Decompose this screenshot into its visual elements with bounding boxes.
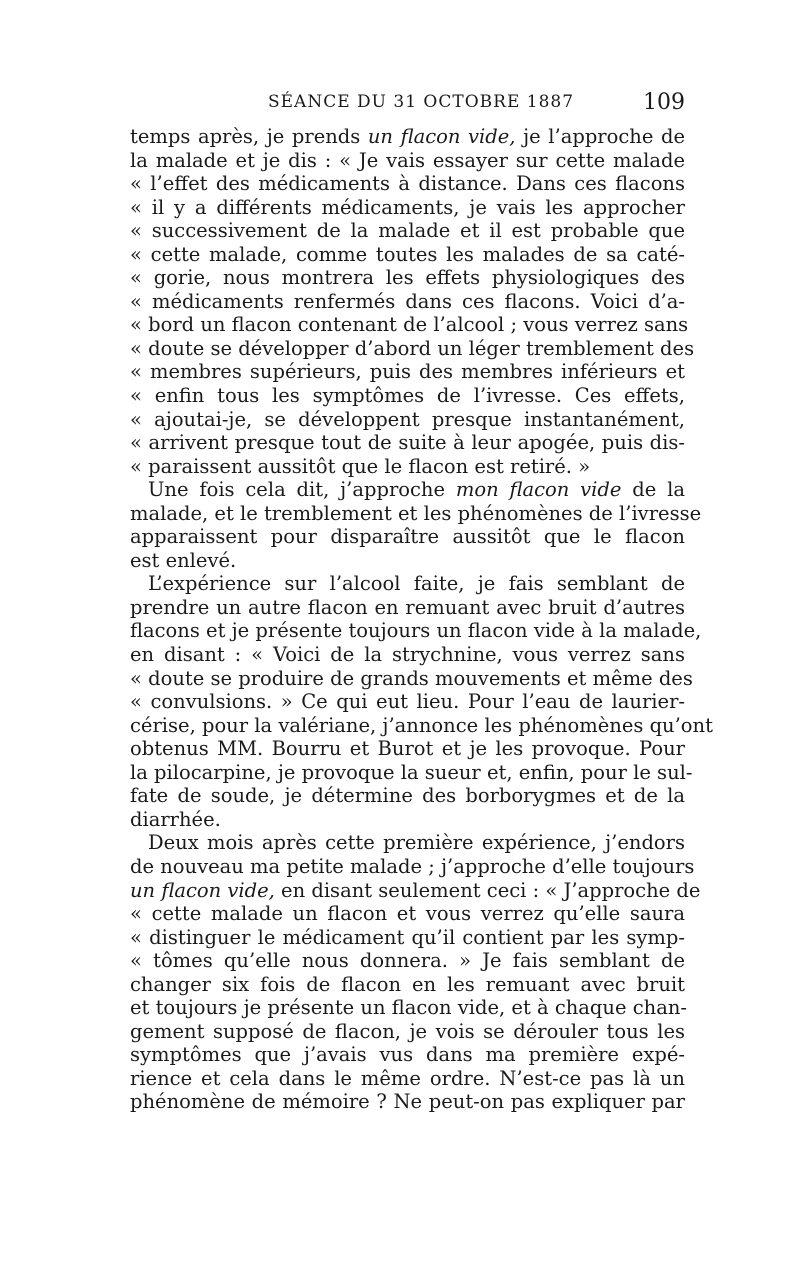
italic-text: mon flacon vide — [455, 478, 622, 502]
text-segment: obtenus MM. Bourru et Burot et je les provoque. Pour — [130, 737, 685, 761]
text-line — [130, 266, 685, 290]
text-line — [130, 596, 685, 620]
text-segment: « bord un flacon contenant de l’alcool ; vous verrez sans — [130, 313, 689, 337]
text-segment: de la — [621, 478, 685, 502]
text-line — [130, 243, 685, 267]
text-segment: « médicaments renfermés dans ces flacons. Voici d’a- — [130, 289, 685, 313]
text-line — [130, 549, 685, 573]
text-segment: la pilocarpine, je provoque la sueur et, enfin, pour le sul- — [130, 760, 693, 784]
text-line — [130, 431, 685, 455]
text-line — [130, 196, 685, 220]
text-line — [130, 643, 685, 667]
text-segment: « cette malade un flacon et vous verrez qu’elle saura — [130, 902, 685, 926]
text-segment: diarrhée. — [130, 807, 221, 831]
italic-text: un flacon vide, — [367, 125, 516, 148]
text-line — [130, 455, 685, 479]
text-segment: « ajoutai-je, se développent presque instantanément, — [130, 407, 685, 431]
text-segment: « successivement de la malade et il est probable que — [130, 219, 685, 243]
text-line — [130, 902, 685, 926]
text-line — [130, 336, 695, 361]
text-line — [130, 1067, 685, 1091]
text-line — [130, 125, 685, 149]
text-line — [130, 290, 685, 314]
text-line — [130, 360, 685, 384]
text-segment: « gorie, nous montrera les effets physiologiques des — [130, 266, 685, 290]
text-line — [130, 737, 685, 761]
text-segment: apparaissent pour disparaître aussitôt que le flacon — [130, 525, 685, 549]
text-line — [130, 878, 701, 903]
text-segment: « doute se produire de grands mouvements et même des — [130, 666, 693, 690]
text-segment: je l’approche de — [515, 125, 686, 148]
text-segment: symptômes que j’avais vus dans ma première expé- — [130, 1043, 685, 1067]
text-line — [130, 784, 685, 808]
text-line — [130, 973, 685, 997]
page-header — [130, 90, 685, 120]
text-segment: « paraissent aussitôt que le flacon est retiré. » — [130, 454, 591, 478]
text-segment: « cette malade, comme toutes les malades de sa caté- — [130, 242, 685, 266]
text-line — [130, 525, 685, 549]
text-line — [130, 808, 685, 832]
text-line — [130, 408, 685, 432]
text-segment: et toujours je présente un flacon vide, et à chaque chan- — [130, 996, 687, 1020]
text-line — [130, 666, 693, 691]
text-segment: gement supposé de flacon, je vois se dérouler tous les — [130, 1019, 685, 1043]
text-line — [130, 949, 685, 973]
text-segment: temps après, je prends — [130, 125, 368, 148]
text-segment: Une fois cela dit, j’approche — [148, 478, 456, 502]
text-segment: « convulsions. » Ce qui eut lieu. Pour l’eau de laurier- — [130, 690, 685, 714]
text-line — [130, 1020, 685, 1044]
text-line — [130, 619, 702, 643]
italic-text: un flacon vide, — [130, 878, 275, 902]
text-line — [130, 713, 713, 738]
text-segment: la malade et je dis : « Je vais essayer sur cette malade — [130, 148, 685, 172]
text-line — [130, 172, 685, 196]
text-segment: est enlevé. — [130, 548, 237, 572]
text-line — [130, 313, 689, 337]
text-segment: flacons et je présente toujours un flacon vide à la malade, — [130, 619, 702, 643]
text-segment: L’expérience sur l’alcool faite, je fais semblant de — [148, 572, 685, 596]
text-segment: de nouveau ma petite malade ; j’approche d’elle toujours — [130, 854, 695, 878]
text-segment: rience et cela dans le même ordre. N’est-ce pas là un — [130, 1066, 685, 1090]
text-segment: « il y a différents médicaments, je vais les approcher — [130, 195, 685, 219]
text-line — [130, 501, 702, 526]
text-segment: fate de soude, je détermine des borborygmes et de la — [130, 784, 685, 808]
text-segment: « arrivent presque tout de suite à leur apogée, puis dis- — [130, 431, 685, 455]
text-segment: malade, et le tremblement et les phénomènes de l’ivresse — [130, 501, 702, 525]
text-segment: cérise, pour la valériane, j’annonce les phénomènes qu’ont — [130, 713, 713, 737]
text-line — [130, 1043, 685, 1067]
running-head: SÉANCE DU 31 OCTOBRE 1887 — [268, 92, 575, 112]
text-segment: « enfin tous les symptômes de l’ivresse. Ces effets, — [130, 384, 685, 408]
text-line — [130, 219, 685, 243]
text-segment: « l’effet des médicaments à distance. Dans ces flacons — [130, 172, 685, 196]
text-segment: changer six fois de flacon en les remuant avec bruit — [130, 972, 685, 996]
text-line — [130, 478, 685, 502]
text-segment: en disant : « Voici de la strychnine, vous verrez sans — [130, 643, 685, 667]
text-line — [130, 831, 685, 855]
text-segment: « distinguer le médicament qu’il contient par les symp- — [130, 925, 685, 949]
text-segment: « tômes qu’elle nous donnera. » Je fais semblant de — [130, 949, 685, 973]
text-line — [130, 854, 695, 879]
text-line — [130, 572, 685, 596]
text-segment: « membres supérieurs, puis des membres inférieurs et — [130, 360, 685, 384]
text-line — [130, 690, 685, 714]
text-line — [130, 760, 693, 785]
text-line — [130, 1090, 685, 1114]
text-segment: Deux mois après cette première expérience, j’endors — [148, 831, 685, 855]
text-line — [130, 996, 685, 1020]
text-line — [130, 149, 685, 173]
text-line — [130, 926, 685, 950]
page-number: 109 — [643, 90, 685, 115]
text-segment: en disant seulement ceci : « J’approche de — [274, 878, 701, 902]
text-line — [130, 384, 685, 408]
text-segment: « doute se développer d’abord un léger tremblement des — [130, 336, 695, 360]
body-text — [130, 125, 713, 1114]
text-segment: prendre un autre flacon en remuant avec bruit d’autres — [130, 595, 685, 619]
text-segment: phénomène de mémoire ? Ne peut-on pas expliquer par — [130, 1090, 685, 1114]
